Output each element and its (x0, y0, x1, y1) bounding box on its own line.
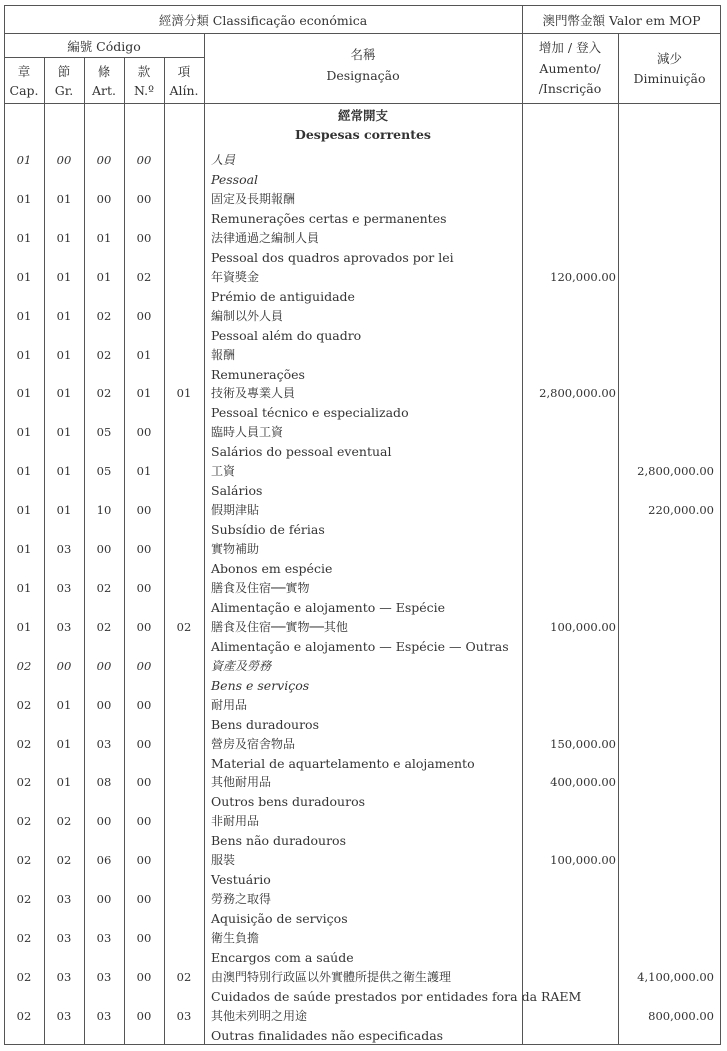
header-designation-pt: Designação (326, 68, 400, 83)
designation-zh: 資產及勞務 (211, 658, 272, 673)
code-cap: 02 (16, 697, 32, 712)
code-gr: 03 (56, 969, 72, 984)
code-num: 00 (136, 697, 152, 712)
designation-pt: Outras finalidades não especificadas (211, 1027, 444, 1043)
designation-pt: Outros bens duradouros (211, 794, 366, 810)
code-art: 03 (96, 969, 112, 984)
header-increase-zh: 增加 / 登入 (538, 40, 602, 55)
designation-zh: 假期津貼 (211, 503, 260, 518)
designation-pt: Alimentação e alojamento — Espécie (211, 599, 446, 615)
code-num: 00 (136, 1008, 152, 1023)
code-cap: 01 (16, 308, 32, 323)
code-num: 01 (136, 464, 152, 479)
amount-increase: 400,000.00 (550, 775, 616, 790)
designation-zh: 膳食及住宿──實物 (211, 580, 310, 595)
code-cap: 01 (16, 191, 32, 206)
designation-zh: 工資 (211, 464, 236, 479)
code-gr: 01 (56, 464, 72, 479)
designation-zh: 實物補助 (211, 542, 260, 556)
code-gr: 01 (56, 269, 72, 284)
code-alin: 01 (176, 386, 192, 401)
code-alin: 02 (176, 619, 192, 634)
code-cap: 02 (16, 775, 32, 790)
code-num: 00 (136, 191, 152, 206)
designation-zh: 非耐用品 (211, 814, 260, 829)
designation-pt: Vestuário (211, 872, 271, 888)
code-gr: 03 (56, 542, 72, 556)
header-rule-2 (4, 103, 721, 104)
code-art: 00 (96, 542, 112, 556)
code-gr: 01 (56, 308, 72, 323)
header-col-cap-pt: Cap. (9, 83, 39, 98)
designation-zh: 衛生負擔 (211, 931, 260, 945)
designation-zh: 其他耐用品 (211, 775, 272, 790)
amount-decrease: 800,000.00 (648, 1008, 714, 1023)
designation-pt: Pessoal técnico e especializado (211, 405, 409, 421)
designation-zh: 膳食及住宿──實物──其他 (211, 619, 348, 634)
designation-zh: 技術及專業人員 (211, 386, 296, 401)
code-art: 02 (96, 347, 112, 362)
header-col-gr-pt: Gr. (54, 83, 74, 98)
code-gr: 03 (56, 892, 72, 907)
designation-pt: Bens não duradouros (211, 833, 346, 849)
header-col-cap-zh: 章 (17, 64, 31, 79)
code-cap: 02 (16, 892, 32, 907)
code-art: 00 (96, 658, 112, 673)
code-alin: 03 (176, 1008, 192, 1023)
code-num: 00 (136, 230, 152, 245)
code-gr: 03 (56, 580, 72, 595)
section-title-zh: 經常開支 (337, 108, 388, 123)
header-col-alin-pt: Alín. (169, 83, 199, 98)
code-art: 02 (96, 619, 112, 634)
code-num: 00 (136, 425, 152, 440)
designation-zh: 服裝 (211, 853, 236, 868)
designation-pt: Subsídio de férias (211, 522, 325, 538)
code-art: 01 (96, 230, 112, 245)
code-art: 03 (96, 736, 112, 751)
code-art: 10 (96, 503, 112, 518)
header-economic-classification: 經濟分類 Classificação económica (158, 13, 368, 28)
designation-zh: 人員 (211, 153, 236, 167)
code-num: 00 (136, 308, 152, 323)
header-col-num-pt: N.º (134, 83, 154, 98)
code-num: 00 (136, 542, 152, 556)
amount-decrease: 4,100,000.00 (637, 969, 714, 984)
code-cap: 01 (16, 503, 32, 518)
code-num: 00 (136, 814, 152, 829)
header-increase-pt-2: /Inscrição (538, 81, 602, 96)
code-num: 01 (136, 347, 152, 362)
code-art: 00 (96, 191, 112, 206)
amount-increase: 100,000.00 (550, 853, 616, 868)
col-rule-decrease (618, 33, 619, 1045)
designation-pt: Aquisição de serviços (211, 911, 348, 927)
header-decrease-pt: Diminuição (633, 71, 706, 86)
code-cap: 01 (16, 619, 32, 634)
code-art: 00 (96, 814, 112, 829)
code-gr: 01 (56, 347, 72, 362)
code-gr: 03 (56, 931, 72, 945)
designation-zh: 耐用品 (211, 697, 248, 712)
code-art: 00 (96, 892, 112, 907)
header-increase-pt-1: Aumento/ (539, 61, 601, 76)
designation-zh: 由澳門特別行政區以外實體所提供之衛生護理 (211, 969, 452, 984)
code-art: 00 (96, 697, 112, 712)
col-rule-designation (204, 33, 205, 1045)
code-art: 01 (96, 269, 112, 284)
code-cap: 02 (16, 658, 32, 673)
code-gr: 01 (56, 230, 72, 245)
code-alin: 02 (176, 969, 192, 984)
code-cap: 02 (16, 1008, 32, 1023)
code-cap: 02 (16, 969, 32, 984)
code-num: 00 (136, 658, 152, 673)
code-gr: 01 (56, 736, 72, 751)
code-num: 01 (136, 386, 152, 401)
code-art: 05 (96, 425, 112, 440)
code-num: 00 (136, 736, 152, 751)
code-gr: 01 (56, 503, 72, 518)
code-num: 00 (136, 503, 152, 518)
code-art: 05 (96, 464, 112, 479)
header-amount-mop: 澳門幣金額 Valor em MOP (542, 13, 701, 28)
code-art: 02 (96, 386, 112, 401)
designation-pt: Material de aquartelamento e alojamento (211, 755, 475, 771)
code-gr: 03 (56, 619, 72, 634)
header-col-art-pt: Art. (92, 83, 116, 98)
code-num: 00 (136, 892, 152, 907)
code-cap: 01 (16, 153, 32, 167)
code-cap: 01 (16, 347, 32, 362)
code-art: 03 (96, 931, 112, 945)
designation-pt: Pessoal (211, 172, 259, 187)
designation-zh: 營房及宿舍物品 (211, 736, 296, 751)
designation-zh: 臨時人員工資 (211, 425, 284, 440)
designation-pt: Alimentação e alojamento — Espécie — Outras (211, 638, 509, 654)
amount-increase: 150,000.00 (550, 736, 616, 751)
designation-pt: Salários do pessoal eventual (211, 444, 392, 460)
header-rule-1 (4, 33, 721, 34)
code-gr: 00 (56, 658, 72, 673)
code-gr: 02 (56, 814, 72, 829)
code-cap: 01 (16, 542, 32, 556)
amount-increase: 100,000.00 (550, 619, 616, 634)
code-num: 00 (136, 931, 152, 945)
code-art: 00 (96, 153, 112, 167)
header-col-gr-zh: 節 (57, 64, 71, 79)
code-gr: 00 (56, 153, 72, 167)
designation-zh: 其他未列明之用途 (211, 1008, 308, 1023)
designation-pt: Prémio de antiguidade (211, 288, 355, 304)
code-num: 00 (136, 153, 152, 167)
code-cap: 01 (16, 580, 32, 595)
designation-zh: 法律通過之編制人員 (211, 230, 320, 245)
code-gr: 01 (56, 697, 72, 712)
designation-zh: 勞務之取得 (211, 892, 272, 907)
code-cap: 02 (16, 736, 32, 751)
code-gr: 01 (56, 191, 72, 206)
code-art: 06 (96, 853, 112, 868)
designation-pt: Pessoal dos quadros aprovados por lei (211, 249, 454, 265)
code-gr: 03 (56, 1008, 72, 1023)
code-gr: 01 (56, 775, 72, 790)
designation-zh: 年資獎金 (211, 269, 260, 284)
code-cap: 01 (16, 269, 32, 284)
col-rule-amount (522, 5, 523, 1045)
amount-increase: 2,800,000.00 (539, 386, 616, 401)
code-cap: 01 (16, 230, 32, 245)
designation-pt: Encargos com a saúde (211, 950, 354, 965)
header-col-art-zh: 條 (97, 64, 111, 79)
code-art: 03 (96, 1008, 112, 1023)
code-cap: 01 (16, 386, 32, 401)
code-cap: 01 (16, 425, 32, 440)
code-gr: 02 (56, 853, 72, 868)
code-cap: 02 (16, 853, 32, 868)
code-num: 00 (136, 969, 152, 984)
header-col-alin-zh: 項 (177, 64, 191, 79)
code-cap: 01 (16, 464, 32, 479)
code-gr: 01 (56, 425, 72, 440)
designation-pt: Pessoal além do quadro (211, 327, 362, 343)
designation-pt: Cuidados de saúde prestados por entidades fora da RAEM (211, 988, 582, 1004)
code-cap: 02 (16, 931, 32, 945)
designation-pt: Bens e serviços (211, 677, 310, 693)
budget-table (4, 5, 721, 1045)
header-decrease-zh: 減少 (656, 51, 682, 66)
header-rule-code (4, 57, 204, 58)
code-num: 00 (136, 853, 152, 868)
header-col-num-zh: 款 (137, 64, 151, 79)
code-art: 02 (96, 580, 112, 595)
code-num: 00 (136, 580, 152, 595)
code-num: 02 (136, 269, 152, 284)
header-designation-zh: 名稱 (350, 47, 376, 62)
designation-zh: 固定及長期報酬 (211, 191, 296, 206)
code-num: 00 (136, 775, 152, 790)
col-rule-4 (164, 57, 165, 1045)
amount-decrease: 2,800,000.00 (637, 464, 714, 479)
code-art: 08 (96, 775, 112, 790)
designation-pt: Bens duradouros (211, 716, 319, 732)
amount-decrease: 220,000.00 (648, 503, 714, 518)
header-code: 編號 Código (67, 39, 141, 54)
code-cap: 02 (16, 814, 32, 829)
designation-pt: Salários (211, 483, 263, 499)
designation-zh: 編制以外人員 (211, 308, 284, 323)
amount-increase: 120,000.00 (550, 269, 616, 284)
code-art: 02 (96, 308, 112, 323)
code-num: 00 (136, 619, 152, 634)
designation-pt: Remunerações (211, 366, 305, 382)
code-gr: 01 (56, 386, 72, 401)
designation-pt: Remunerações certas e permanentes (211, 210, 447, 226)
section-title-pt: Despesas correntes (295, 127, 431, 142)
designation-pt: Abonos em espécie (211, 561, 333, 576)
designation-zh: 報酬 (211, 347, 236, 362)
